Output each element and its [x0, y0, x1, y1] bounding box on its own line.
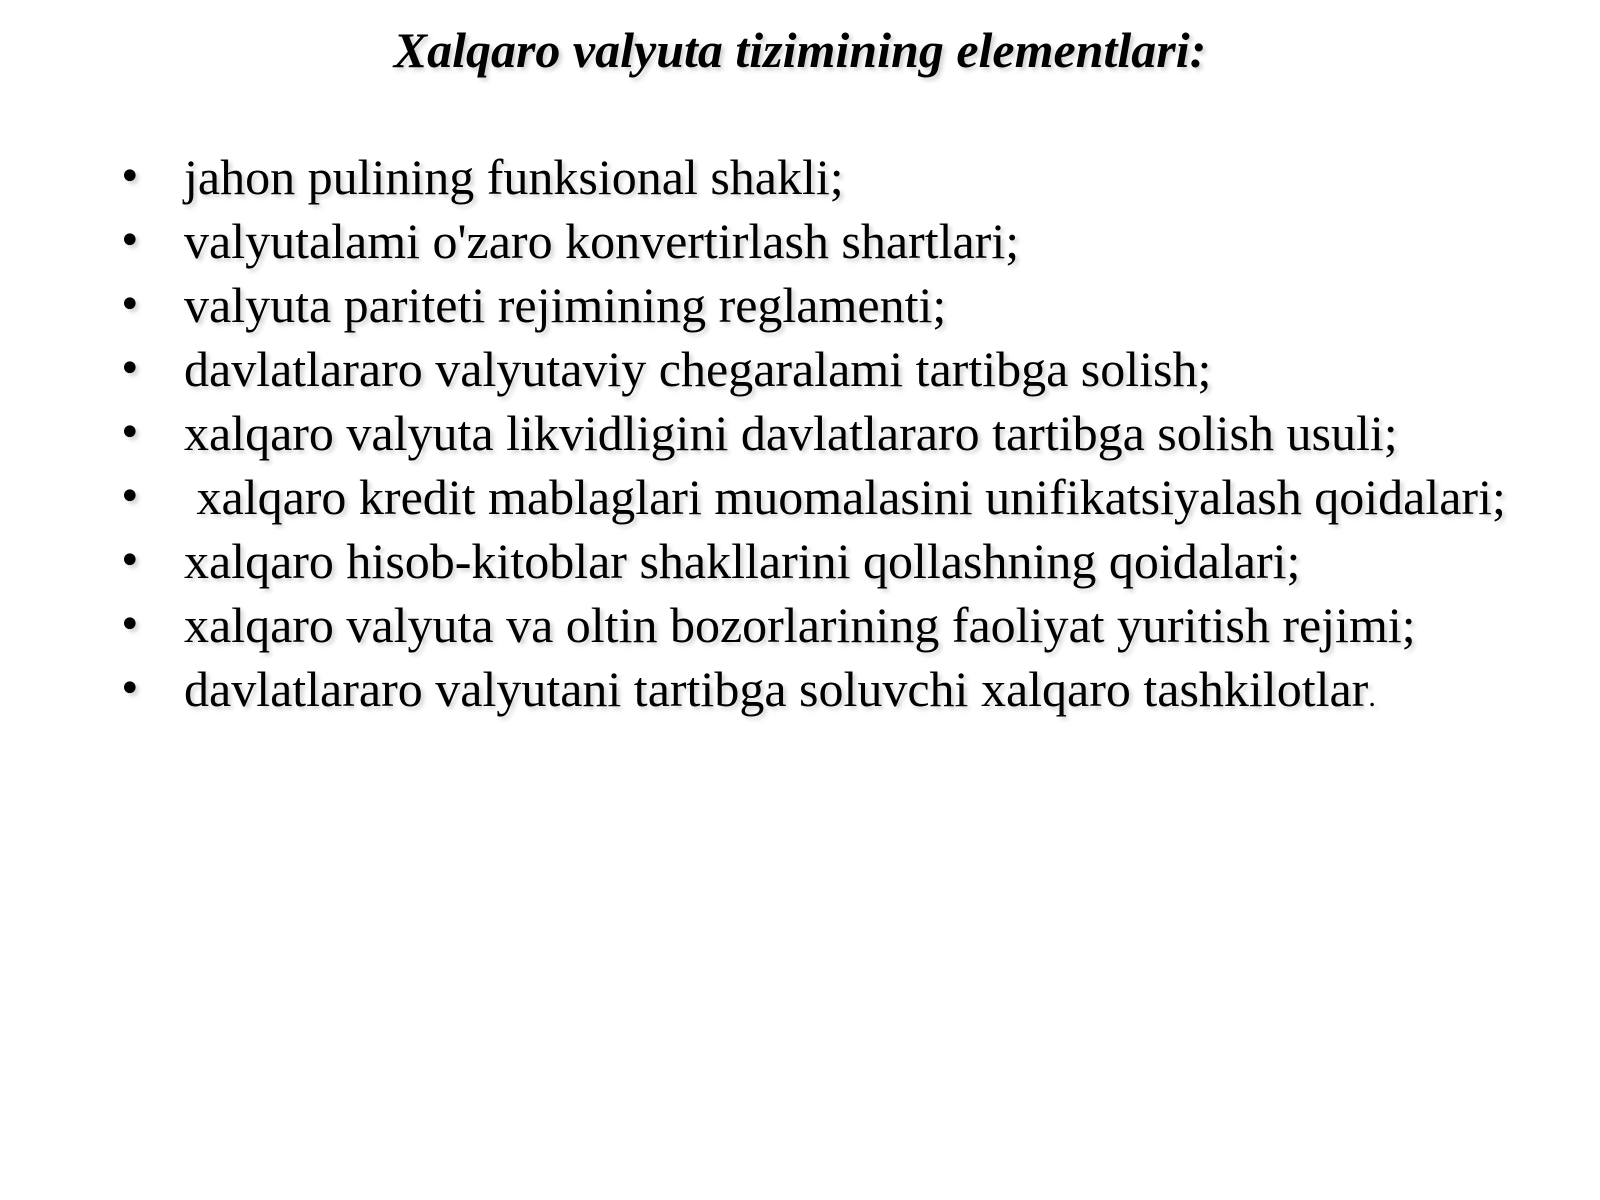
bullet-icon: •: [118, 410, 142, 456]
bullet-icon: •: [118, 282, 142, 328]
list-item-suffix: .: [1368, 680, 1376, 713]
list-item-text: jahon pulining funksional shakli;: [184, 149, 844, 205]
list-item-text: xalqaro valyuta likvidligini davlatlararo tartibga solish usuli;: [184, 405, 1398, 461]
list-item: [118, 529, 1558, 593]
list-item-text: xalqaro valyuta va oltin bozorlarining faoliyat yuritish rejimi;: [184, 597, 1416, 653]
list-item: [118, 145, 1558, 209]
list-item: [118, 401, 1558, 465]
list-item: [118, 273, 1558, 337]
list-item-text: davlatlararo valyutaviy chegaralami tartibga solish;: [184, 341, 1212, 397]
bullet-icon: •: [118, 154, 142, 200]
slide-title: Xalqaro valyuta tizimining elementlari:: [393, 22, 1207, 78]
list-item-text: davlatlararo valyutani tartibga soluvchi xalqaro tashkilotlar: [184, 661, 1369, 717]
list-item: [118, 657, 1558, 729]
bullet-icon: •: [118, 602, 142, 648]
list-item-text: valyutalami o'zaro konvertirlash shartlari;: [184, 213, 1020, 269]
bullet-icon: •: [118, 538, 142, 584]
list-item: [118, 465, 1558, 529]
bullet-icon: •: [118, 218, 142, 264]
list-item: [118, 337, 1558, 401]
list-item-text-wrapper: [184, 657, 1558, 729]
list-item-text: valyuta pariteti rejimining reglamenti;: [184, 277, 947, 333]
list-item-text: xalqaro hisob-kitoblar shakllarini qollashning qoidalari;: [184, 533, 1301, 589]
bullet-icon: •: [118, 346, 142, 392]
bullet-list: [118, 145, 1558, 729]
list-item: [118, 593, 1558, 657]
bullet-icon: •: [118, 474, 142, 520]
list-item: [118, 209, 1558, 273]
bullet-icon: •: [118, 666, 142, 712]
list-item-text: xalqaro kredit mablaglari muomalasini unifikatsiyalash qoidalari;: [184, 469, 1506, 525]
